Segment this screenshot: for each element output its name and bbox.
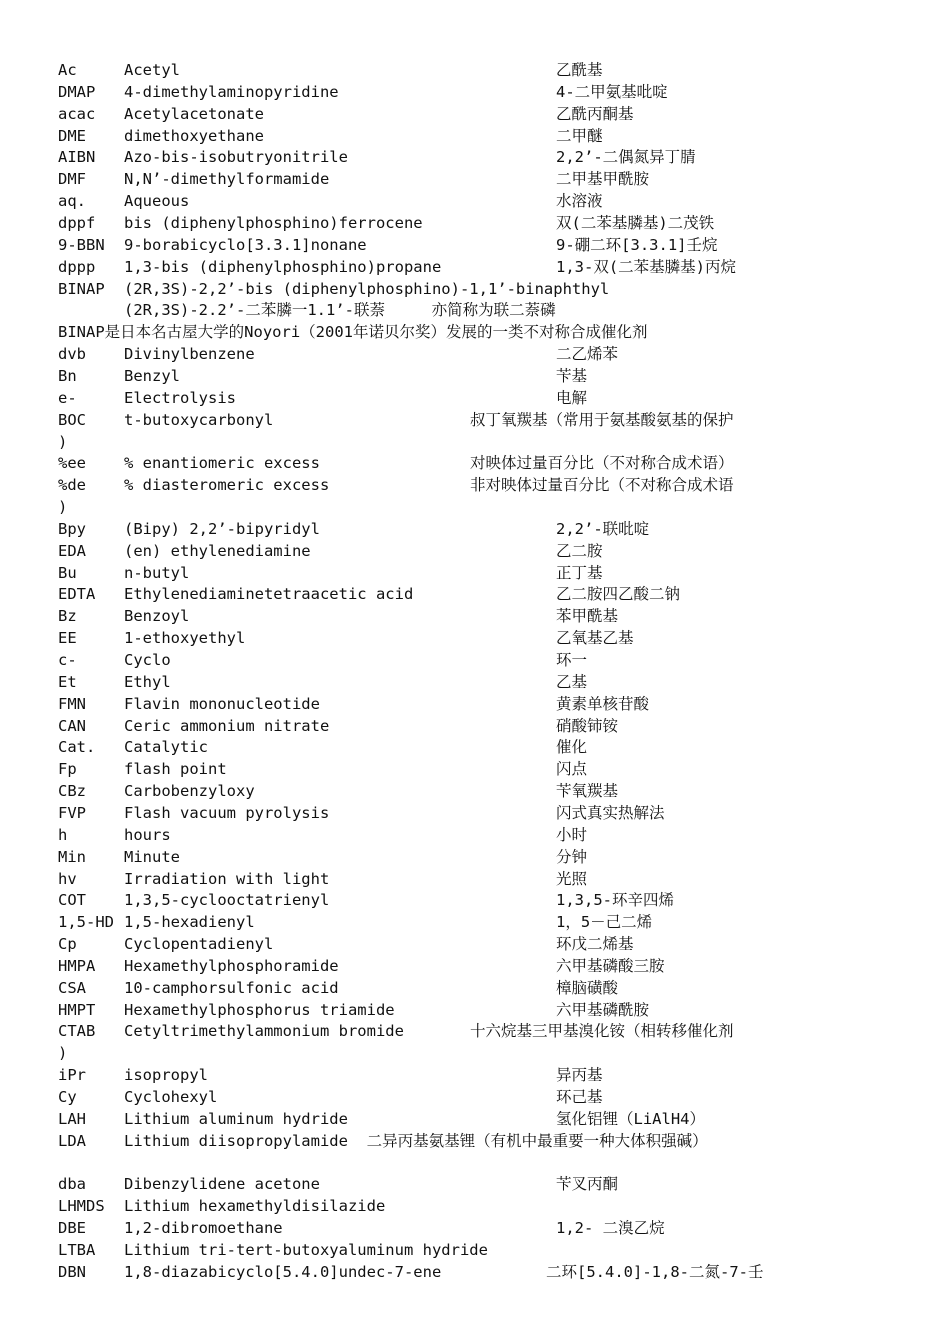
english-term: Lithium diisopropylamide 二异丙基氨基锂（有机中最重要一种大体积强碱） [124,1131,708,1150]
chinese-term: 异丙基 [556,1066,603,1085]
english-term: Cyclohexyl [124,1088,218,1106]
english-term: Azo-bis-isobutryonitrile [124,148,348,167]
chinese-term: 六甲基磷酸三胺 [556,956,665,975]
english-term: Lithium aluminum hydride [124,1109,348,1128]
english-term: Carbobenzyloxy [124,782,255,801]
chinese-term: 乙二胺 [556,541,603,560]
english-term: 9-borabicyclo[3.3.1]nonane [124,235,367,254]
abbreviation: h [58,825,68,844]
line-text: ) [58,1044,68,1063]
abbreviation: %de [58,476,86,495]
abbreviation: EDA [58,541,86,560]
chinese-term: 对映体过量百分比（不对称合成术语） [470,454,734,473]
chinese-term: 黄素单核苷酸 [556,694,650,713]
english-term: Acetylacetonate [124,104,264,123]
abbreviation: hv [58,869,77,888]
chinese-term: 2,2’-二偶氮异丁腈 [556,148,696,167]
chinese-term: 闪式真实热解法 [556,803,665,822]
chinese-term: 1,3,5-环辛四烯 [556,891,674,910]
abbreviation: Cy [58,1088,77,1106]
abbreviation: 1,5-HD [58,913,114,932]
english-term: flash point [124,760,227,779]
english-term: 1-ethoxyethyl [124,629,246,648]
abbreviation: %ee [58,454,86,473]
english-term: Lithium hexamethyldisilazide [124,1197,386,1216]
english-term: Flash vacuum pyrolysis [124,803,330,822]
english-term: Cetyltrimethylammonium bromide [124,1022,404,1041]
english-term: Aqueous [124,192,190,211]
abbreviation: CSA [58,978,86,997]
abbreviation: LDA [58,1131,86,1150]
abbreviation: Et [58,672,77,691]
chinese-term: 氢化铝锂（LiAlH4） [556,1109,705,1128]
chinese-term: 硝酸铈铵 [556,716,619,735]
chinese-term: 二甲基甲酰胺 [556,170,650,189]
abbreviation: EDTA [58,585,96,604]
english-term: Benzyl [124,366,180,385]
abbreviation: Bn [58,366,77,385]
english-term: N,N’-dimethylformamide [124,170,330,189]
english-term: Electrolysis [124,388,236,407]
chinese-term: 十六烷基三甲基溴化铵（相转移催化剂 [470,1022,734,1041]
english-term: Ethylenediaminetetraacetic acid [124,585,414,604]
chinese-term: 乙二胺四乙酸二钠 [556,585,681,604]
line-text: ) [58,498,68,516]
english-term: Flavin mononucleotide [124,694,320,713]
english-term: Catalytic [124,738,208,757]
english-term: 1,8-diazabicyclo[5.4.0]undec-7-ene [124,1262,442,1281]
abbreviation: iPr [58,1066,86,1085]
line-text: BINAP是日本名古屋大学的Noyori（2001年诺贝尔奖）发展的一类不对称合成催化剂 [58,323,648,342]
chinese-term: 9-硼二环[3.3.1]壬烷 [556,235,718,254]
abbreviation: Ac [58,61,77,79]
abbreviation: CTAB [58,1022,96,1041]
chinese-term: 光照 [556,869,588,888]
english-term: Ethyl [124,672,171,691]
abbreviation: FVP [58,803,86,822]
english-term: (2R,3S)-2,2’-bis (diphenylphosphino)-1,1’-binaphthyl [124,279,610,298]
english-term: 1,3,5-cyclooctatrienyl [124,891,330,910]
english-term: (2R,3S)-2.2’-二苯膦一1.1’-联萘 亦简称为联二萘磷 [124,301,556,320]
chinese-term: 环己基 [556,1088,603,1106]
abbreviation: Cat. [58,738,96,757]
abbreviation: LTBA [58,1240,96,1259]
abbreviation: DMF [58,170,86,189]
abbreviation: Cp [58,935,77,953]
chinese-term: 电解 [556,388,588,407]
english-term: bis (diphenylphosphino)ferrocene [124,214,423,232]
abbreviation: Min [58,847,86,866]
chinese-term: 环戊二烯基 [556,935,634,953]
abbreviation: dba [58,1175,86,1194]
abbreviation: FMN [58,694,86,713]
chinese-term: 水溶液 [556,192,603,211]
abbreviation: DME [58,126,86,145]
chinese-term: 2,2’-联吡啶 [556,519,650,538]
english-term: Minute [124,847,180,866]
english-term: Cyclo [124,651,171,669]
abbreviation: Bu [58,563,77,582]
abbreviation: LHMDS [58,1197,105,1216]
chinese-term: 乙酰丙酮基 [556,104,634,123]
english-term: Divinylbenzene [124,345,255,364]
abbreviation: BOC [58,410,86,429]
english-term: dimethoxyethane [124,126,264,145]
chinese-term: 苄叉丙酮 [556,1175,619,1194]
abbreviation: DBE [58,1219,86,1238]
abbreviation: DMAP [58,82,96,101]
english-term: hours [124,825,171,844]
abbreviation: DBN [58,1262,86,1281]
chinese-term: 非对映体过量百分比（不对称合成术语 [470,476,734,495]
english-term: (Bipy) 2,2’-bipyridyl [124,519,320,538]
chinese-term: 苯甲酰基 [556,607,619,626]
english-term: Dibenzylidene acetone [124,1175,320,1194]
abbreviation: HMPA [58,956,96,975]
abbreviation: acac [58,104,96,123]
chinese-term: 二乙烯苯 [556,345,619,364]
chinese-term: 催化 [556,738,588,757]
chinese-term: 二环[5.4.0]-1,8-二氮-7-壬 [546,1262,764,1281]
chinese-term: 小时 [556,825,588,844]
line-text: ) [58,432,68,451]
abbreviation: dppp [58,257,96,276]
english-term: 1,3-bis (diphenylphosphino)propane [124,257,442,276]
english-term: % enantiomeric excess [124,454,320,473]
english-term: 1,2-dibromoethane [124,1219,283,1238]
chinese-term: 4-二甲氨基吡啶 [556,82,668,101]
abbreviation: dvb [58,345,86,364]
abbreviation: Bz [58,607,77,626]
english-term: isopropyl [124,1066,208,1085]
english-term: n-butyl [124,563,190,582]
english-term: Ceric ammonium nitrate [124,716,330,735]
chinese-term: 分钟 [556,847,588,866]
english-term: 1,5-hexadienyl [124,913,255,932]
abbreviation: EE [58,629,77,648]
chinese-term: 正丁基 [556,563,603,582]
abbreviation: dppf [58,214,96,232]
chinese-term: 六甲基磷酰胺 [556,1000,650,1019]
abbreviation: CAN [58,716,86,735]
chinese-term: 双(二苯基膦基)二茂铁 [556,214,715,232]
english-term: Hexamethylphosphoramide [124,956,339,975]
chinese-term: 叔丁氧羰基（常用于氨基酸氨基的保护 [470,410,734,429]
abbreviation: c- [58,651,77,669]
chinese-term: 闪点 [556,760,588,779]
chinese-term: 二甲醚 [556,126,603,145]
english-term: Cyclopentadienyl [124,935,274,953]
abbreviation: HMPT [58,1000,96,1019]
chinese-term: 1，5－己二烯 [556,913,653,932]
english-term: (en) ethylenediamine [124,541,311,560]
english-term: Irradiation with light [124,869,330,888]
chinese-term: 1,3-双(二苯基膦基)丙烷 [556,257,736,276]
abbreviation: AIBN [58,148,96,167]
abbreviation: LAH [58,1109,86,1128]
chinese-term: 环一 [556,651,588,669]
abbreviation: aq. [58,192,86,211]
chinese-term: 苄基 [556,366,588,385]
abbreviation: Fp [58,760,77,779]
abbreviation: CBz [58,782,86,801]
chinese-term: 乙氧基乙基 [556,629,634,648]
abbreviation: Bpy [58,519,86,538]
chinese-term: 乙基 [556,672,588,691]
chinese-term: 乙酰基 [556,61,603,79]
abbreviation: 9-BBN [58,235,105,254]
english-term: Acetyl [124,61,180,79]
english-term: 4-dimethylaminopyridine [124,82,339,101]
english-term: % diasteromeric excess [124,476,330,495]
abbreviation: BINAP [58,279,105,298]
abbreviation: COT [58,891,86,910]
english-term: t-butoxycarbonyl [124,410,274,429]
abbreviation: e- [58,388,77,407]
chinese-term: 苄氧羰基 [556,782,619,801]
chinese-term: 1,2- 二溴乙烷 [556,1219,665,1238]
english-term: 10-camphorsulfonic acid [124,978,339,997]
english-term: Lithium tri-tert-butoxyaluminum hydride [124,1240,488,1259]
chinese-term: 樟脑磺酸 [556,978,619,997]
english-term: Benzoyl [124,607,190,626]
english-term: Hexamethylphosphorus triamide [124,1000,395,1019]
